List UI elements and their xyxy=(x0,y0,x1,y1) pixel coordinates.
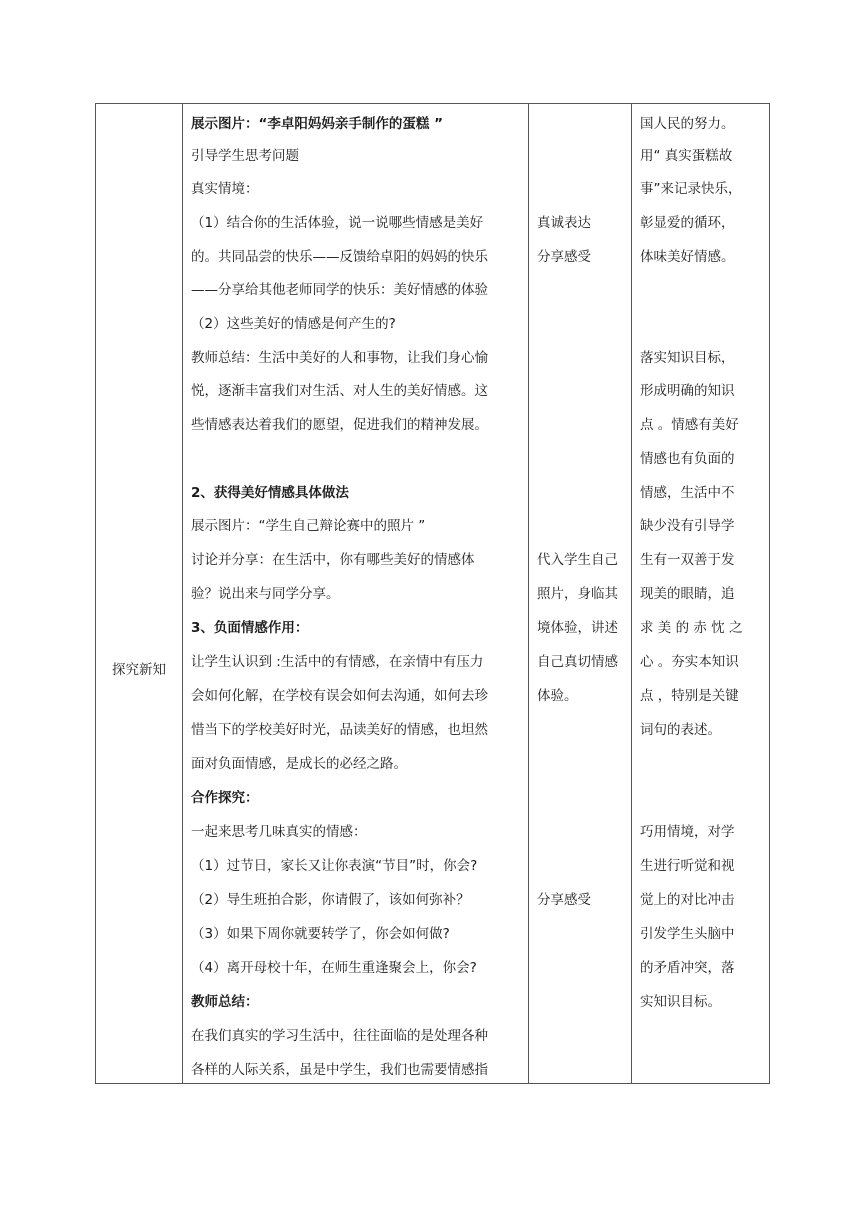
student-activity-line: 体验。 xyxy=(537,688,578,704)
design-intent-line: 点 ，特别是关键 xyxy=(640,688,739,704)
teacher-activity-line: 面对负面情感，是成长的必经之路。 xyxy=(191,756,407,772)
student-activity-cell xyxy=(529,104,632,1084)
teacher-activity-line: （4）离开母校十年，在师生重逢聚会上，你会? xyxy=(191,960,477,976)
teacher-activity-line: 让学生认识到 :生活中的有情感，在亲情中有压力 xyxy=(191,654,484,670)
teacher-activity-line: 在我们真实的学习生活中，往往面临的是处理各种 xyxy=(191,1028,488,1044)
teacher-activity-line: 些情感表达着我们的愿望，促进我们的精神发展。 xyxy=(191,417,488,433)
lesson-table xyxy=(95,103,770,1084)
design-intent-line: 生进行听觉和视 xyxy=(640,858,735,874)
design-intent-line: 情感也有负面的 xyxy=(640,451,735,467)
student-activity-line: 境体验，讲述 xyxy=(537,620,618,636)
design-intent-line: 形成明确的知识 xyxy=(640,383,735,399)
design-intent-cell xyxy=(632,104,770,1084)
teacher-activity-line: 会如何化解，在学校有误会如何去沟通，如何去珍 xyxy=(191,688,488,704)
student-activity-line: 分享感受 xyxy=(537,892,591,908)
teacher-activity-line: 展示图片：“学生自己辩论赛中的照片 ” xyxy=(191,518,426,534)
design-intent-line: 点 。情感有美好 xyxy=(640,417,739,433)
design-intent-line: 体味美好情感。 xyxy=(640,249,735,265)
stage-label: 探究新知 xyxy=(112,662,166,678)
design-intent-line: 生有一双善于发 xyxy=(640,552,735,568)
stage-cell xyxy=(96,104,183,1084)
teacher-activity-cell xyxy=(183,104,529,1084)
teacher-activity-line: 讨论并分享：在生活中，你有哪些美好的情感体 xyxy=(191,552,475,568)
teacher-activity-line: 验？说出来与同学分享。 xyxy=(191,586,340,602)
design-intent-line: 词句的表述。 xyxy=(640,722,721,738)
teacher-activity-line: 3、负面情感作用： xyxy=(191,620,309,636)
teacher-activity-line: 各样的人际关系，虽是中学生，我们也需要情感指 xyxy=(191,1062,488,1078)
design-intent-line: 现美的眼睛，追 xyxy=(640,586,735,602)
teacher-activity-line: （2）导生班拍合影，你请假了，该如何弥补？ xyxy=(191,892,470,908)
design-intent-line: 事”来记录快乐， xyxy=(640,181,742,197)
teacher-activity-line: 合作探究： xyxy=(191,790,259,806)
table-row xyxy=(96,104,770,1084)
teacher-activity-line: 2、获得美好情感具体做法 xyxy=(191,485,349,501)
design-intent-line: 国人民的努力。 xyxy=(640,116,735,132)
design-intent-line: 求 美 的 赤 忱 之 xyxy=(640,620,743,636)
student-activity-line: 代入学生自己 xyxy=(537,552,618,568)
teacher-activity-line: （1）过节日，家长又让你表演“节目”时，你会? xyxy=(191,858,478,874)
design-intent-line: 实知识目标。 xyxy=(640,994,721,1010)
teacher-activity-line: ——分享给其他老师同学的快乐：美好情感的体验 xyxy=(191,282,488,298)
teacher-activity-line: 展示图片：“李卓阳妈妈亲手制作的蛋糕 ” xyxy=(191,116,443,132)
teacher-activity-line: （3）如果下周你就要转学了，你会如何做? xyxy=(191,926,450,942)
student-activity-line: 分享感受 xyxy=(537,249,591,265)
teacher-activity-line: 引导学生思考问题 xyxy=(191,148,299,164)
teacher-activity-line: （2）这些美好的情感是何产生的? xyxy=(191,316,396,332)
design-intent-line: 情感，生活中不 xyxy=(640,485,735,501)
design-intent-line: 心 。夯实本知识 xyxy=(640,654,739,670)
teacher-activity-line: 悦，逐渐丰富我们对生活、对人生的美好情感。这 xyxy=(191,383,488,399)
student-activity-line: 自己真切情感 xyxy=(537,654,618,670)
teacher-activity-line: 教师总结：生活中美好的人和事物，让我们身心愉 xyxy=(191,350,488,366)
teacher-activity-line: （1）结合你的生活体验，说一说哪些情感是美好 xyxy=(191,215,484,231)
design-intent-line: 的矛盾冲突，落 xyxy=(640,960,735,976)
design-intent-line: 用“ 真实蛋糕故 xyxy=(640,148,733,164)
teacher-activity-line: 惜当下的学校美好时光，品读美好的情感，也坦然 xyxy=(191,722,488,738)
student-activity-line: 真诚表达 xyxy=(537,215,591,231)
teacher-activity-line: 真实情境： xyxy=(191,181,259,197)
teacher-activity-line: 的。共同品尝的快乐——反馈给卓阳的妈妈的快乐 xyxy=(191,249,488,265)
design-intent-line: 彰显爱的循环， xyxy=(640,215,735,231)
design-intent-line: 引发学生头脑中 xyxy=(640,926,735,942)
design-intent-line: 觉上的对比冲击 xyxy=(640,892,735,908)
design-intent-line: 巧用情境，对学 xyxy=(640,824,735,840)
teacher-activity-line: 教师总结： xyxy=(191,994,259,1010)
student-activity-line: 照片，身临其 xyxy=(537,586,618,602)
teacher-activity-line: 一起来思考几味真实的情感： xyxy=(191,824,367,840)
design-intent-line: 落实知识目标， xyxy=(640,350,735,366)
design-intent-line: 缺少没有引导学 xyxy=(640,518,735,534)
